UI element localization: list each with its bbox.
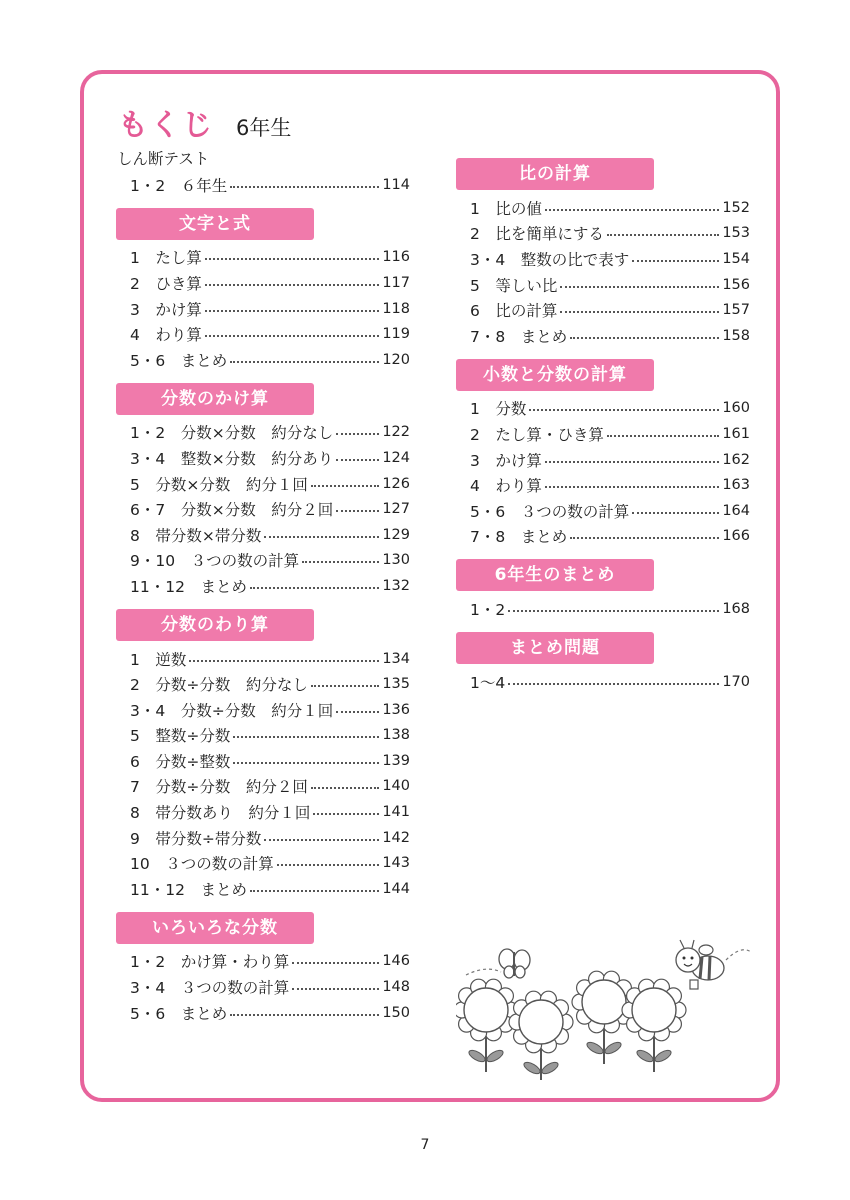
toc-entry bbox=[116, 522, 410, 548]
toc-entry-label: 10 ３つの数の計算 bbox=[130, 855, 274, 874]
flower-icon bbox=[509, 991, 573, 1080]
dot-leader bbox=[545, 209, 719, 211]
toc-entry-label: 3・4 分数÷分数 約分１回 bbox=[130, 701, 334, 720]
toc-entry bbox=[456, 524, 750, 550]
toc-entry bbox=[456, 472, 750, 498]
toc-entry-label: 1 逆数 bbox=[130, 650, 187, 669]
toc-entry-label: 6・7 分数×分数 約分２回 bbox=[130, 501, 334, 520]
toc-entry-page: 139 bbox=[382, 752, 410, 769]
toc-entry-page: 158 bbox=[722, 327, 750, 344]
toc-entry-label: 5・6 まとめ bbox=[130, 1004, 228, 1023]
right-column bbox=[456, 148, 756, 694]
dot-leader bbox=[292, 962, 379, 964]
toc-entry-label: 8 帯分数×帯分数 bbox=[130, 526, 262, 545]
toc-entry-label: 6 分数÷整数 bbox=[130, 752, 231, 771]
toc-entry bbox=[456, 272, 750, 298]
toc-entry-page: 157 bbox=[722, 302, 750, 319]
toc-entry-page: 161 bbox=[722, 425, 750, 442]
toc-entry-label: 3・4 整数の比で表す bbox=[470, 250, 630, 269]
toc-entry-page: 116 bbox=[382, 249, 410, 266]
toc-entry bbox=[116, 1000, 410, 1026]
toc-entry bbox=[456, 246, 750, 272]
section-heading: 比の計算 bbox=[456, 158, 654, 190]
toc-entry bbox=[116, 671, 410, 697]
dot-leader bbox=[250, 587, 379, 589]
toc-entry-label: 7・8 まとめ bbox=[470, 528, 568, 547]
toc-entry bbox=[116, 296, 410, 322]
section-heading: 文字と式 bbox=[116, 208, 314, 240]
toc-entry-page: 163 bbox=[722, 477, 750, 494]
dot-leader bbox=[570, 337, 719, 339]
toc-entry-label: 3・4 ３つの数の計算 bbox=[130, 979, 290, 998]
dot-leader bbox=[607, 435, 719, 437]
dot-leader bbox=[277, 864, 380, 866]
dot-leader bbox=[560, 286, 719, 288]
toc-entry-page: 122 bbox=[382, 424, 410, 441]
toc-entry bbox=[456, 421, 750, 447]
toc-entry-label: 4 わり算 bbox=[130, 326, 202, 345]
section-heading: 6年生のまとめ bbox=[456, 559, 654, 591]
toc-entry-label: 7 分数÷分数 約分２回 bbox=[130, 778, 308, 797]
dot-leader bbox=[230, 186, 379, 188]
toc-entry-page: 117 bbox=[382, 274, 410, 291]
dot-leader bbox=[508, 610, 719, 612]
toc-entry-page: 164 bbox=[722, 502, 750, 519]
dot-leader bbox=[560, 311, 719, 313]
toc-entry bbox=[456, 396, 750, 422]
toc-entry bbox=[116, 471, 410, 497]
dot-leader bbox=[570, 537, 719, 539]
toc-entry-label: 5・6 まとめ bbox=[130, 351, 228, 370]
toc-entry bbox=[116, 496, 410, 522]
dot-leader bbox=[632, 512, 719, 514]
toc-entry-label: 3・4 整数×分数 約分あり bbox=[130, 449, 334, 468]
toc-entry bbox=[456, 195, 750, 221]
toc-entry-page: 168 bbox=[722, 600, 750, 617]
toc-entry bbox=[116, 876, 410, 902]
dot-leader bbox=[292, 988, 379, 990]
toc-entry-page: 129 bbox=[382, 526, 410, 543]
toc-entry-page: 146 bbox=[382, 953, 410, 970]
toc-entry-page: 130 bbox=[382, 552, 410, 569]
dot-leader bbox=[230, 1014, 379, 1016]
toc-entry bbox=[116, 697, 410, 723]
toc-entry-page: 150 bbox=[382, 1004, 410, 1021]
dot-leader bbox=[529, 409, 719, 411]
toc-entry-label: 1 分数 bbox=[470, 400, 527, 419]
toc-entry-label: 1・2 bbox=[470, 600, 506, 619]
dot-leader bbox=[508, 683, 719, 685]
toc-entry-label: 2 たし算・ひき算 bbox=[470, 425, 604, 444]
grade-text: 6年生 bbox=[236, 116, 292, 140]
toc-entry-page: 119 bbox=[382, 326, 410, 343]
toc-entry-label: 6 比の計算 bbox=[470, 302, 558, 321]
toc-entry-label: 5・6 ３つの数の計算 bbox=[470, 502, 630, 521]
toc-entry-page: 154 bbox=[722, 250, 750, 267]
dot-leader bbox=[545, 486, 719, 488]
toc-entry bbox=[116, 646, 410, 672]
dot-leader bbox=[607, 234, 719, 236]
section-heading: まとめ問題 bbox=[456, 632, 654, 664]
toc-entry-page: 162 bbox=[722, 451, 750, 468]
section-heading: しん断テスト bbox=[117, 150, 210, 168]
toc-entry bbox=[116, 748, 410, 774]
dot-leader bbox=[230, 361, 379, 363]
toc-entry-label: 1 たし算 bbox=[130, 249, 202, 268]
toc-entry-label: 1・2 かけ算・わり算 bbox=[130, 953, 290, 972]
toc-entry-label: 4 わり算 bbox=[470, 477, 542, 496]
dot-leader bbox=[311, 685, 379, 687]
toc-entry bbox=[116, 799, 410, 825]
toc-entry bbox=[116, 723, 410, 749]
toc-entry-label: 3 かけ算 bbox=[470, 451, 542, 470]
toc-entry-label: 1・2 ６年生 bbox=[130, 176, 228, 195]
toc-entry-label: 5 等しい比 bbox=[470, 276, 558, 295]
toc-entry-label: 3 かけ算 bbox=[130, 300, 202, 319]
toc-entry-page: 143 bbox=[382, 855, 410, 872]
toc-entry bbox=[116, 850, 410, 876]
toc-entry bbox=[456, 596, 750, 622]
toc-entry bbox=[456, 498, 750, 524]
toc-entry-label: 1〜4 bbox=[470, 673, 506, 692]
toc-entry bbox=[116, 445, 410, 471]
toc-entry-label: 8 帯分数あり 約分１回 bbox=[130, 804, 311, 823]
toc-entry-page: 127 bbox=[382, 501, 410, 518]
toc-entry-label: 11・12 まとめ bbox=[130, 880, 247, 899]
dot-leader bbox=[302, 561, 379, 563]
toc-entry bbox=[116, 420, 410, 446]
dot-leader bbox=[313, 813, 379, 815]
dot-leader bbox=[336, 459, 379, 461]
dot-leader bbox=[264, 536, 379, 538]
dot-leader bbox=[205, 258, 379, 260]
dot-leader bbox=[189, 660, 379, 662]
section-heading: 小数と分数の計算 bbox=[456, 359, 654, 391]
toc-entry-page: 140 bbox=[382, 778, 410, 795]
toc-entry bbox=[116, 974, 410, 1000]
toc-entry-label: 9・10 ３つの数の計算 bbox=[130, 552, 300, 571]
section-heading: 分数のかけ算 bbox=[116, 383, 314, 415]
toc-entry bbox=[456, 669, 750, 695]
title-text: もくじ bbox=[118, 108, 214, 143]
dot-leader bbox=[233, 736, 379, 738]
dot-leader bbox=[632, 260, 719, 262]
dot-leader bbox=[311, 485, 379, 487]
toc-entry-page: 144 bbox=[382, 880, 410, 897]
dot-leader bbox=[205, 310, 379, 312]
page-number: 7 bbox=[420, 1137, 430, 1153]
flower-icon bbox=[456, 979, 518, 1072]
toc-entry-label: 1・2 分数×分数 約分なし bbox=[130, 424, 334, 443]
toc-entry-page: 120 bbox=[382, 351, 410, 368]
toc-entry bbox=[456, 221, 750, 247]
toc-entry-page: 148 bbox=[382, 979, 410, 996]
toc-entry-label: 2 比を簡単にする bbox=[470, 225, 604, 244]
toc-entry bbox=[116, 573, 410, 599]
left-column bbox=[116, 146, 416, 1025]
toc-entry bbox=[116, 172, 410, 198]
dot-leader bbox=[336, 510, 379, 512]
toc-entry bbox=[116, 270, 410, 296]
toc-entry bbox=[116, 548, 410, 574]
toc-entry-label: 7・8 まとめ bbox=[470, 327, 568, 346]
toc-entry-page: 156 bbox=[722, 276, 750, 293]
toc-entry bbox=[456, 447, 750, 473]
toc-entry-label: 9 帯分数÷帯分数 bbox=[130, 829, 262, 848]
toc-entry-page: 160 bbox=[722, 400, 750, 417]
toc-entry-label: 5 分数×分数 約分１回 bbox=[130, 475, 308, 494]
flower-icon bbox=[622, 979, 686, 1072]
dot-leader bbox=[336, 711, 379, 713]
decorative-illustration bbox=[456, 930, 756, 1080]
toc-entry-page: 152 bbox=[722, 199, 750, 216]
toc-entry bbox=[116, 825, 410, 851]
butterfly-icon bbox=[499, 949, 530, 978]
dot-leader bbox=[250, 890, 379, 892]
toc-entry-page: 142 bbox=[382, 829, 410, 846]
toc-entry-page: 166 bbox=[722, 528, 750, 545]
toc-entry-page: 118 bbox=[382, 300, 410, 317]
toc-entry-label: 1 比の値 bbox=[470, 199, 542, 218]
dot-leader bbox=[264, 839, 379, 841]
toc-entry-page: 153 bbox=[722, 225, 750, 242]
toc-entry-page: 114 bbox=[382, 176, 410, 193]
toc-entry-label: 5 整数÷分数 bbox=[130, 727, 231, 746]
toc-entry bbox=[116, 774, 410, 800]
toc-entry-page: 141 bbox=[382, 804, 410, 821]
toc-entry-page: 170 bbox=[722, 673, 750, 690]
toc-entry-page: 126 bbox=[382, 475, 410, 492]
toc-entry-page: 132 bbox=[382, 577, 410, 594]
dot-leader bbox=[205, 335, 379, 337]
toc-entry-label: 2 ひき算 bbox=[130, 274, 202, 293]
section-heading: 分数のわり算 bbox=[116, 609, 314, 641]
toc-entry-label: 11・12 まとめ bbox=[130, 577, 247, 596]
dot-leader bbox=[205, 284, 379, 286]
page-title bbox=[118, 100, 291, 144]
toc-entry-page: 138 bbox=[382, 727, 410, 744]
dot-leader bbox=[233, 762, 379, 764]
bee-icon bbox=[676, 940, 724, 989]
toc-entry bbox=[116, 321, 410, 347]
toc-entry bbox=[456, 297, 750, 323]
toc-entry-page: 124 bbox=[382, 449, 410, 466]
dot-leader bbox=[336, 433, 379, 435]
toc-entry-page: 136 bbox=[382, 701, 410, 718]
section-heading: いろいろな分数 bbox=[116, 912, 314, 944]
toc-entry bbox=[116, 347, 410, 373]
dot-leader bbox=[311, 787, 379, 789]
toc-entry-label: 2 分数÷分数 約分なし bbox=[130, 676, 308, 695]
toc-entry-page: 134 bbox=[382, 650, 410, 667]
toc-entry bbox=[456, 323, 750, 349]
dot-leader bbox=[545, 461, 719, 463]
toc-entry bbox=[116, 245, 410, 271]
toc-entry-page: 135 bbox=[382, 676, 410, 693]
toc-entry bbox=[116, 949, 410, 975]
